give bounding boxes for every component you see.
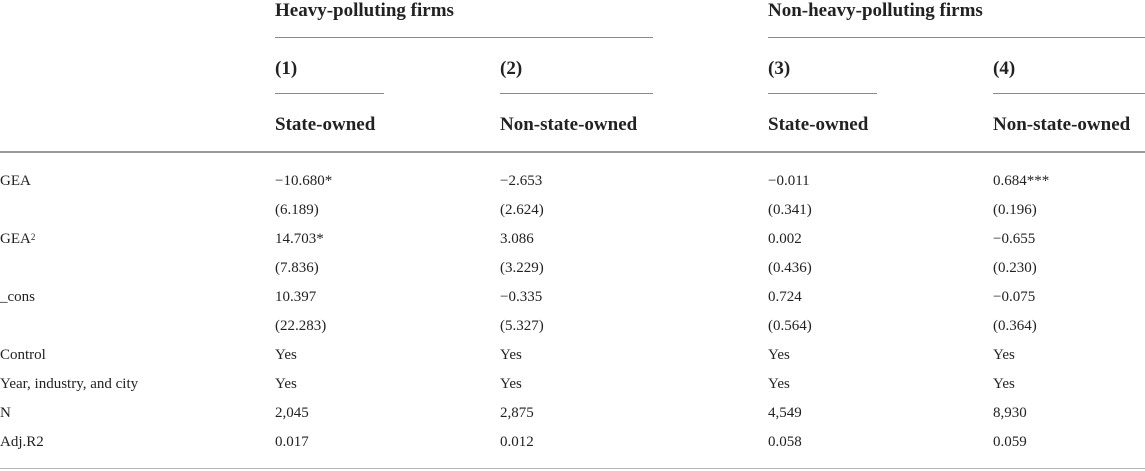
table-cell: 8,930 [993,405,1027,421]
table-cell: 0.017 [275,434,309,450]
table-cell: 3.086 [500,231,534,247]
table-cell: (0.341) [768,202,812,218]
row-label-cons: _cons [0,289,35,305]
row-label-n: N [0,405,11,421]
table-cell: (6.189) [275,202,319,218]
group-header-heavy: Heavy-polluting firms [275,0,454,21]
table-cell: Yes [993,376,1015,392]
group-rule-heavy [275,37,653,38]
table-cell: 2,045 [275,405,309,421]
table-cell: (5.327) [500,318,544,334]
table-cell: Yes [768,376,790,392]
group-header-non-heavy: Non-heavy-polluting firms [768,0,983,21]
column-label-4: Non-state-owned [993,114,1131,135]
number-rule-3 [768,93,877,94]
row-label-control: Control [0,347,46,363]
table-cell: (0.364) [993,318,1037,334]
column-number-4: (4) [993,58,1016,79]
row-label-superscript: 2 [30,232,36,242]
group-rule-non-heavy [768,37,1145,38]
table-cell: Yes [275,347,297,363]
row-label-adj-r2: Adj.R2 [0,434,44,450]
table-cell: −2.653 [500,173,543,189]
table-cell: 0.012 [500,434,534,450]
number-rule-2 [500,93,653,94]
column-number-2: (2) [500,58,523,79]
table-cell: −10.680* [275,173,333,189]
column-number-1: (1) [275,58,298,79]
table-cell: 4,549 [768,405,802,421]
header-bottom-rule [0,151,1145,153]
row-label-text: GEA [0,231,31,247]
table-cell: (0.230) [993,260,1037,276]
table-cell: Yes [500,347,522,363]
column-label-1: State-owned [275,114,376,135]
column-label-3: State-owned [768,114,869,135]
table-cell: 2,875 [500,405,534,421]
table-cell: (7.836) [275,260,319,276]
column-number-3: (3) [768,58,791,79]
number-rule-1 [275,93,384,94]
table-cell: 0.724 [768,289,802,305]
row-label-fixed-effects: Year, industry, and city [0,376,139,392]
number-rule-4 [993,93,1145,94]
table-cell: Yes [500,376,522,392]
table-cell: −0.335 [500,289,543,305]
table-cell: 14.703* [275,231,324,247]
table-cell: 0.059 [993,434,1027,450]
table-cell: 0.684*** [993,173,1050,189]
table-cell: (0.436) [768,260,812,276]
table-cell: 10.397 [275,289,317,305]
table-cell: −0.655 [993,231,1036,247]
row-label-gea: GEA [0,173,31,189]
table-cell: Yes [993,347,1015,363]
table-cell: (3.229) [500,260,544,276]
table-cell: Yes [275,376,297,392]
table-cell: −0.011 [768,173,810,189]
table-cell: (2.624) [500,202,544,218]
column-label-2: Non-state-owned [500,114,638,135]
table-cell: (22.283) [275,318,327,334]
row-label-gea-squared [0,230,35,248]
table-cell: 0.002 [768,231,802,247]
table-cell: Yes [768,347,790,363]
table-bottom-rule [0,468,1145,469]
table-cell: (0.196) [993,202,1037,218]
table-cell: 0.058 [768,434,802,450]
table-cell: −0.075 [993,289,1036,305]
table-cell: (0.564) [768,318,812,334]
